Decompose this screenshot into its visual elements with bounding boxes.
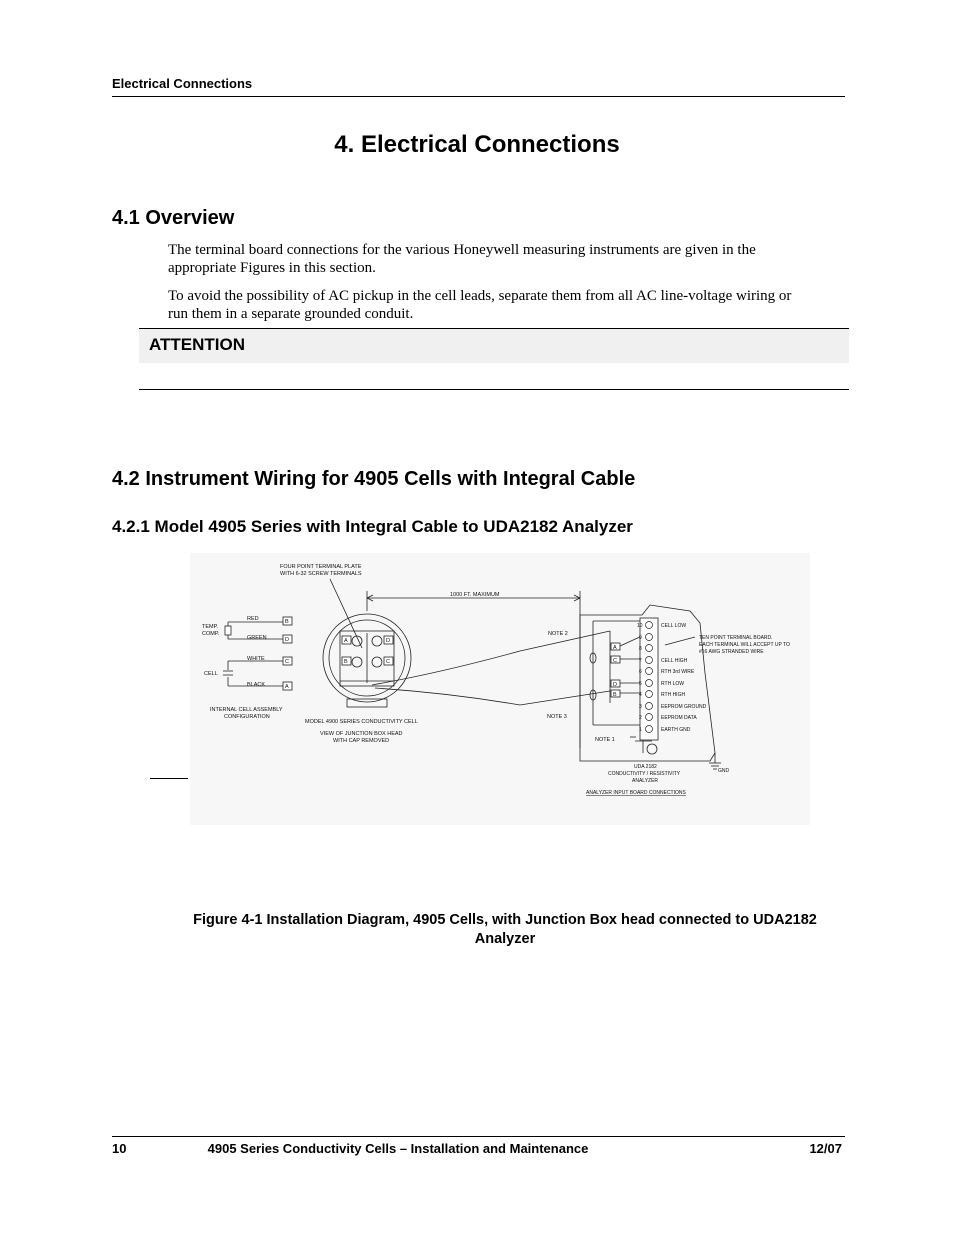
footer-rule <box>112 1136 845 1137</box>
terminal-num-10: 10 <box>637 623 643 629</box>
terminal-label-eeprom-ground: EEPROM GROUND <box>661 704 707 710</box>
paragraph-intro <box>168 241 838 277</box>
cable-letter-d: D <box>613 682 617 688</box>
wire-letter-c: C <box>285 659 289 665</box>
terminal-num-4: 4 <box>639 692 642 698</box>
footer-page-number: 10 <box>112 1141 127 1156</box>
figure-marker-rule <box>150 778 188 779</box>
note-3-label: NOTE 3 <box>547 714 567 720</box>
attention-bottom-rule <box>139 389 849 390</box>
attention-box <box>139 328 849 363</box>
running-header: Electrical Connections <box>112 76 253 91</box>
terminal-label-eeprom-data: EEPROM DATA <box>661 715 697 721</box>
terminal-label-cell-high: CELL HIGH <box>661 658 688 664</box>
footer-title: 4905 Series Conductivity Cells – Installation and Maintenance <box>207 1141 589 1156</box>
model-label: MODEL 4900 SERIES CONDUCTIVITY CELL <box>305 719 418 725</box>
section-heading-overview: 4.1 Overview <box>112 207 235 229</box>
head-letter-a: A <box>344 638 348 644</box>
attention-label: ATTENTION <box>149 335 246 354</box>
head-letter-d: D <box>386 638 390 644</box>
terminal-label-rth-3rd-wire: RTH 3rd WIRE <box>661 669 695 675</box>
cell-label: CELL <box>204 671 218 677</box>
wiring-diagram <box>190 553 810 825</box>
analyzer-label-line-2: CONDUCTIVITY / RESISTIVITY <box>608 771 681 777</box>
cable-letter-c: C <box>613 658 617 664</box>
board-label-line-3: #16 AWG STRANDED WIRE <box>699 649 764 655</box>
cable-letter-a: A <box>613 645 617 651</box>
view-label-line-1: VIEW OF JUNCTION BOX HEAD <box>320 731 403 737</box>
internal-label-line-2: CONFIGURATION <box>224 714 270 720</box>
wire-letter-b: B <box>285 619 289 625</box>
chapter-title: 4. Electrical Connections <box>334 131 620 158</box>
figure-caption-line-1: Figure 4-1 Installation Diagram, 4905 Cells, with Junction Box head connected to UDA2182 <box>193 912 817 928</box>
wire-color-red: RED <box>247 616 259 622</box>
terminal-label-rth-high: RTH HIGH <box>661 692 686 698</box>
analyzer-label-line-3: ANALYZER <box>632 778 659 784</box>
wire-color-green: GREEN <box>247 635 267 641</box>
subsection-heading-uda2182: 4.2.1 Model 4905 Series with Integral Cable to UDA2182 Analyzer <box>112 517 633 536</box>
terminal-label-earth-gnd: EARTH GND <box>661 727 691 733</box>
section-heading-instrument-wiring: 4.2 Instrument Wiring for 4905 Cells with Integral Cable <box>112 468 636 490</box>
board-label-line-2: EACH TERMINAL WILL ACCEPT UP TO <box>699 642 790 648</box>
distance-label: 1000 FT. MAXIMUM <box>450 592 500 598</box>
paragraph-intro-line-2: appropriate Figures in this section. <box>168 260 376 276</box>
gnd-label: GND <box>718 768 730 774</box>
analyzer-label-line-1: UDA 2182 <box>634 764 657 770</box>
wire-letter-a: A <box>285 684 289 690</box>
head-letter-c: C <box>386 659 390 665</box>
terminal-num-6: 6 <box>639 669 642 675</box>
paragraph-ac-pickup <box>168 287 838 323</box>
terminal-label-rth-low: RTH LOW <box>661 681 684 687</box>
plate-label-line-2: WITH 6-32 SCREW TERMINALS <box>280 571 362 577</box>
note-2-label: NOTE 2 <box>548 631 568 637</box>
figure-caption-line-2: Analyzer <box>474 931 536 947</box>
plate-label-line-1: FOUR POINT TERMINAL PLATE <box>280 564 362 570</box>
figure-caption <box>160 911 850 949</box>
view-label-line-2: WITH CAP REMOVED <box>333 738 390 744</box>
head-letter-b: B <box>344 659 348 665</box>
footer-date: 12/07 <box>809 1141 842 1156</box>
wire-color-white: WHITE <box>247 656 265 662</box>
analyzer-label-line-4: ANALYZER INPUT BOARD CONNECTIONS <box>586 790 686 796</box>
header-rule <box>112 96 845 97</box>
terminal-num-5: 5 <box>639 681 642 687</box>
wire-letter-d: D <box>285 637 289 643</box>
paragraph-ac-pickup-line-1: To avoid the possibility of AC pickup in the cell leads, separate them from all AC line-voltage wiring or <box>168 288 792 304</box>
paragraph-ac-pickup-line-2: run them in a separate grounded conduit. <box>168 306 414 322</box>
wire-color-black: BLACK <box>247 682 266 688</box>
internal-label-line-1: INTERNAL CELL ASSEMBLY <box>210 707 283 713</box>
cable-letter-b: B <box>613 692 617 698</box>
terminal-num-2: 2 <box>639 715 642 721</box>
terminal-num-1: 1 <box>639 727 642 733</box>
terminal-num-3: 3 <box>639 704 642 710</box>
temp-label-line-1: TEMP. <box>202 624 219 630</box>
board-label-line-1: TEN POINT TERMINAL BOARD. <box>699 635 773 641</box>
note-1-label: NOTE 1 <box>595 737 615 743</box>
paragraph-intro-line-1: The terminal board connections for the various Honeywell measuring instruments are given in the <box>168 242 756 258</box>
terminal-label-cell-low: CELL LOW <box>661 623 687 629</box>
terminal-num-7: 7 <box>639 658 642 664</box>
terminal-num-8: 8 <box>639 646 642 652</box>
terminal-num-9: 9 <box>639 635 642 641</box>
temp-label-line-2: COMP. <box>202 631 220 637</box>
